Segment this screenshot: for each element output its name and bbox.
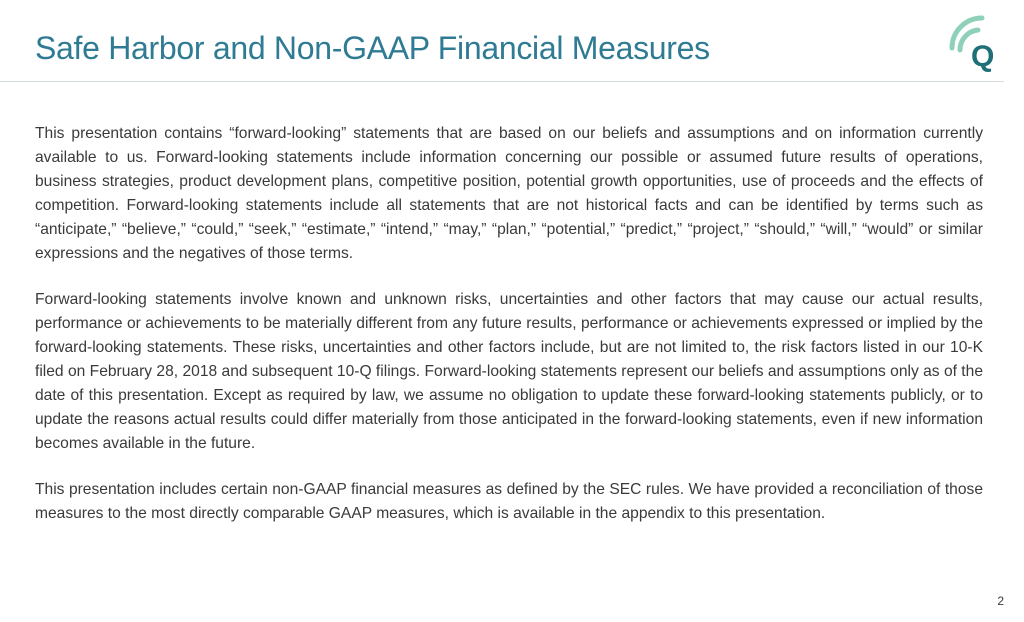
slide-title: Safe Harbor and Non-GAAP Financial Measures bbox=[35, 30, 710, 66]
logo-letter: Q bbox=[971, 40, 995, 72]
disclaimer-body bbox=[35, 122, 983, 548]
page-number: 2 bbox=[997, 594, 1004, 608]
paragraph-forward-looking: This presentation contains “forward-looking” statements that are based on our beliefs and assumptions and on information currently available to us. Forward-looking statements include information concerning our possible or assumed future results of operations, business strategies, product development plans, competitive position, potential growth opportunities, use of proceeds and the effects of competition. Forward-looking statements include all statements that are not historical facts and can be identified by terms such as “anticipate,” “believe,” “could,” “seek,” “estimate,” “intend,” “may,” “plan,” “potential,” “predict,” “project,” “should,” “will,” “would” or similar expressions and the negatives of those terms. bbox=[35, 125, 983, 262]
title-divider bbox=[0, 81, 1004, 82]
company-logo bbox=[938, 8, 1002, 72]
paragraph-risks: Forward-looking statements involve known and unknown risks, uncertainties and other factors that may cause our actual results, performance or achievements to be materially different from any future results, performance or achievements expressed or implied by the forward-looking statements. These risks, uncertainties and other factors include, but are not limited to, the risk factors listed in our 10-K filed on February 28, 2018 and subsequent 10-Q filings. Forward-looking statements represent our beliefs and assumptions only as of the date of this presentation. Except as required by law, we assume no obligation to update these forward-looking statements publicly, or to update the reasons actual results could differ materially from those anticipated in the forward-looking statements, even if new information becomes available in the future. bbox=[35, 291, 983, 452]
paragraph-non-gaap: This presentation includes certain non-GAAP financial measures as defined by the SEC rules. We have provided a reconciliation of those measures to the most directly comparable GAAP measures, which is available in the appendix to this presentation. bbox=[35, 481, 983, 522]
